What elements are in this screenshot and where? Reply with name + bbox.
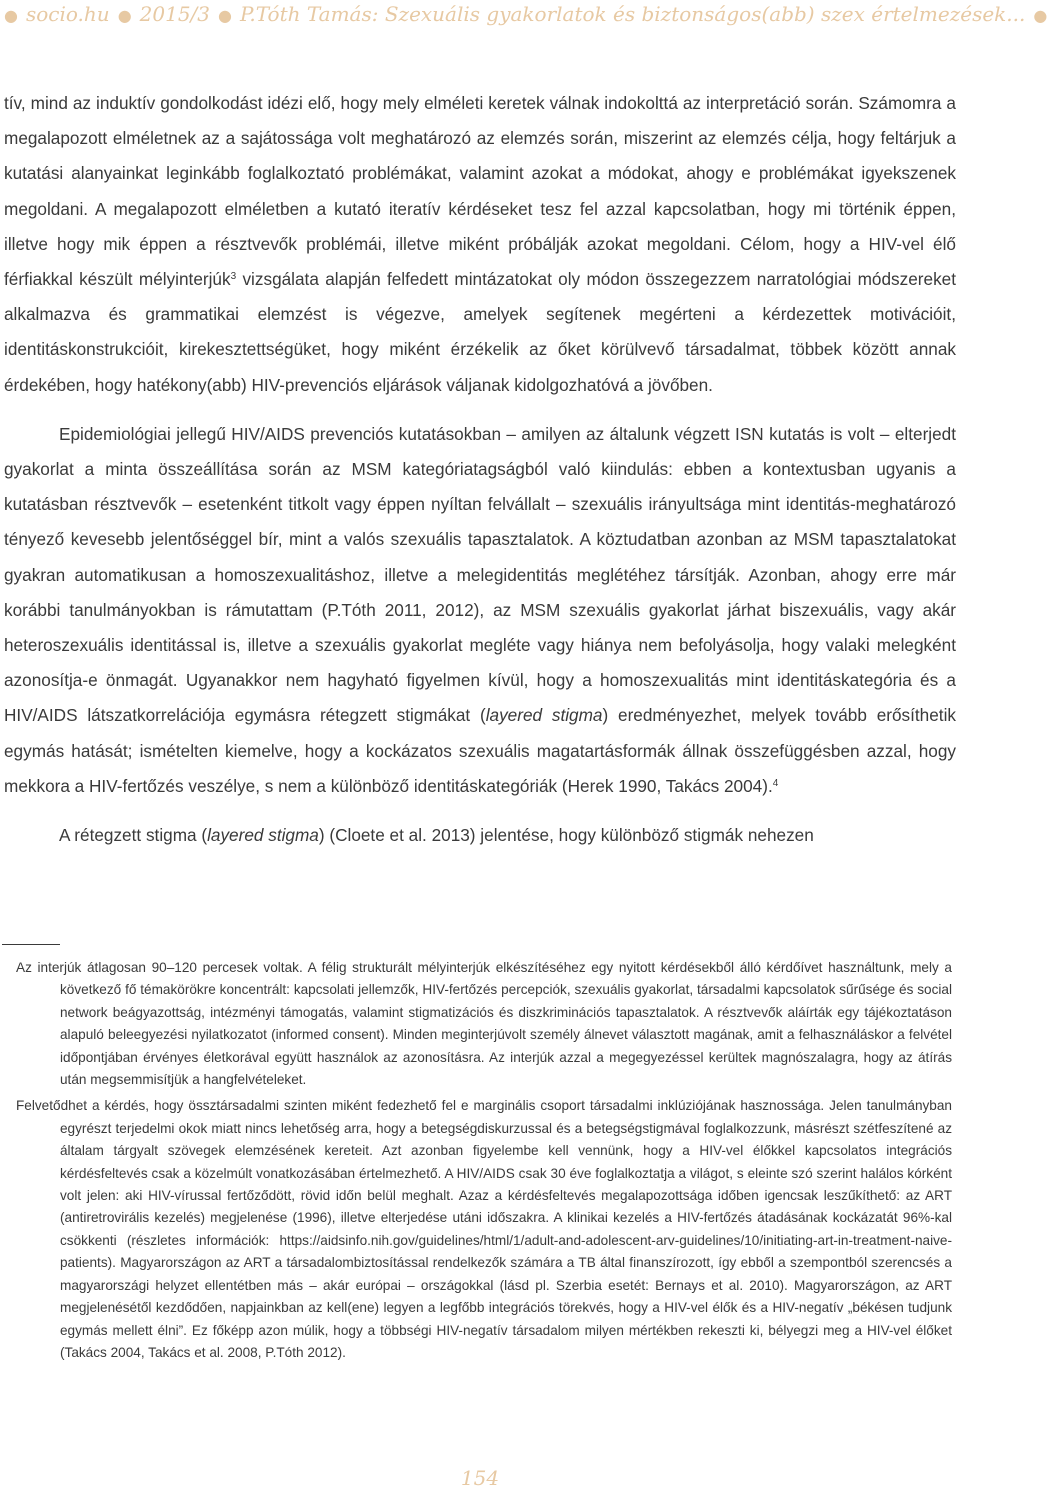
footnotes (4, 957, 952, 1364)
footnote-text: Az interjúk átlagosan 90–120 percesek voltak. A félig strukturált mélyinterjúk elkészítéséhez egy nyitott kérdésekből álló kérdőívet használtunk, mely a következő fő témakörökre koncentrált: kapcsolati jellemzők, HIV-fertőzés percepciók, szexuális gyakorlat, társadalmi kapcsolatok sűrűsége és social network beágyazottság, intézményi támogatás, valamint stigmatizációs és diszkriminációs tapasztalatok. A résztvevők aláírták egy tájékoztatáson alapuló beleegyezési nyilatkozatot (informed consent). Minden meginterjúvolt személy álnevet választott magának, amit a felhasználáskor a felvétel időpontjában érvényes életkorával együtt használok az azonosításra. Az interjúk azzal a megegyezéssel kerültek magnószalagra, hogy az átírás után megsemmisítjük a hangfelvételeket. (16, 960, 952, 1088)
text-span: vizsgálata alapján felfedett mintázatokat oly módon összegezzem narratológiai módszereket alkalmazva és grammatikai elemzést is végezve, amelyek segítenek megérteni a kérdezettek motivációit, identitáskonstrukcióit, kirekesztettségüket, hogy miként érzékelik az őket körülvevő társadalmat, többek között annak érdekében, hogy hatékony(abb) HIV-prevenciós eljárások váljanak kidolgozhatóvá a jövőben. (4, 269, 956, 395)
journal-name: socio.hu (25, 2, 110, 26)
text-span: tív, mind az induktív gondolkodást idézi elő, hogy mely elméleti keretek válnak indokolttá az interpretáció során. Számomra a megalapozott elméletnek az a sajátossága volt meghatározó az elemzés során, miszerint az elemzés célja, hogy feltárjuk a kutatási alanyainkat leginkább foglalkoztató problémákat, valamint azokat a módokat, ahogy e problémákat igyekszenek megoldani. A megalapozott elméletben a kutató iteratív kérdéseket tesz fel azzal kapcsolatban, hogy mi történik éppen, illetve hogy mik éppen a résztvevők problémái, illetve miként próbálják azokat megoldani. Célom, hogy a HIV-vel élő férfiakkal készült mélyinterjúk (4, 93, 956, 290)
running-header (0, 2, 1048, 26)
bullet-icon: ● (117, 6, 132, 25)
paragraph (4, 417, 956, 804)
bullet-icon: ● (218, 6, 232, 25)
article-title: P.Tóth Tamás: Szexuális gyakorlatok és biztonságos(abb) szex értelmezések... (240, 2, 1026, 26)
footnote-text: Felvetődhet a kérdés, hogy össztársadalmi szinten miként fedezhető fel e marginális csoport társadalmi inklúziójának hasznossága. Jelen tanulmányban egyrészt terjedelmi okok miatt nincs lehetőség arra, hogy a betegségdiskurzussal és a betegségstigmával foglalkozzunk, másrészt szétfeszítené az általam tárgyalt szövegek elemzésének kereteit. Azt azonban figyelembe kell vennünk, hogy a HIV-vel élőkkel kapcsolatos integrációs kérdésfeltevés csak a közelmúlt vonatkozásában értelmezhető. A HIV/AIDS csak 30 éve foglalkoztatja a világot, s eleinte szó szerint halálos kórként volt jelen: aki HIV-vírussal fertőződött, rövid időn belül meghalt. Azaz a kérdésfeltevés megalapozottsága időben igencsak leszűkíthető: az ART (antiretrovirális kezelés) megjelenése (1996), illetve elterjedése utáni időszakra. A klinikai kezelés a HIV-fertőzés átadásának kockázatát 96%-kal csökkenti (részletes információk: https://aidsinfo.nih.gov/guidelines/html/1/adult-and-adolescent-arv-guidelines/10/initiating-art-in-treatment-naive-patients). Magyarországon az ART a társadalombiztosítással rendelkezők számára a TB által finanszírozott, így ebből a szempontból szerencsés a magyarországi helyzet ellentétben más – akár európai – országokkal (lásd pl. Szerbia esetét: Bernays et al. 2010). Magyarországon, az ART megjelenésétől kezdődően, napjainkban az kell(ene) legyen a legfőbb integrációs törekvés, hogy a HIV-vel élők és a HIV-negatív „békésen tudjunk egymás mellett élni”. Ez főképp azon múlik, hogy a többségi HIV-negatív társadalom milyen mértékben rekeszti ki, bélyegzi meg a HIV-vel élőket (Takács 2004, Takács et al. 2008, P.Tóth 2012). (16, 1098, 952, 1360)
journal-issue: 2015/3 (139, 2, 211, 26)
main-text (4, 86, 956, 853)
footnote-4 (4, 1095, 952, 1364)
italic-term: layered stigma (485, 705, 603, 726)
footnote-ref[interactable]: 3 (230, 271, 237, 283)
text-span: Epidemiológiai jellegű HIV/AIDS prevenciós kutatásokban – amilyen az általunk végzett ISN kutatás is volt – elterjedt gyakorlat a minta összeállítása során az MSM kategóriatagságból való kiindulás: ebben a kontextusban ugyanis a kutatásban résztvevők – esetenként titkolt vagy éppen nyíltan felvállalt – szexuális irányultsága mint identitás-meghatározó tényező kevesebb jelentőséggel bír, mint a valós szexuális tapasztalatok. A köztudatban azonban az MSM tapasztalatokat gyakran automatikusan a homoszexualitáshoz, illetve a melegidentitás meglétéhez társítják. Azonban, ahogy erre már korábbi tanulmányokban is rámutattam (P.Tóth 2011, 2012), az MSM szexuális gyakorlat járhat biszexuális, vagy akár heteroszexuális identitással is, illetve a szexuális gyakorlat megléte vagy hiánya nem befolyásolja, hogy valaki melegként azonosítja-e önmagát. Ugyanakkor nem hagyható figyelmen kívül, hogy a homoszexualitás mint identitáskategória és a HIV/AIDS látszatkorrelációja egymásra rétegzett stigmákat ( (4, 423, 956, 726)
page-number: 154 (460, 1466, 500, 1490)
paragraph (4, 818, 956, 853)
text-span: A rétegzett stigma ( (59, 825, 208, 846)
paragraph (4, 86, 956, 403)
italic-term: layered stigma (207, 825, 319, 846)
text-span: ) (Cloete et al. 2013) jelentése, hogy különböző stigmák nehezen (318, 825, 814, 846)
footnote-ref[interactable]: 4 (772, 777, 779, 789)
bullet-icon: ● (4, 6, 18, 25)
footnote-3 (4, 957, 952, 1091)
bullet-icon: ● (1033, 6, 1048, 25)
text-span: ) eredményezhet, melyek tovább erősíthetik egymás hatását; ismételten kiemelve, hogy a kockázatos szexuális magatartásformák állnak összefüggésben azzal, hogy mekkora a HIV-fertőzés veszélye, s nem a különböző identitáskategóriák (Herek 1990, Takács 2004). (4, 705, 956, 796)
footnote-divider (2, 944, 60, 945)
